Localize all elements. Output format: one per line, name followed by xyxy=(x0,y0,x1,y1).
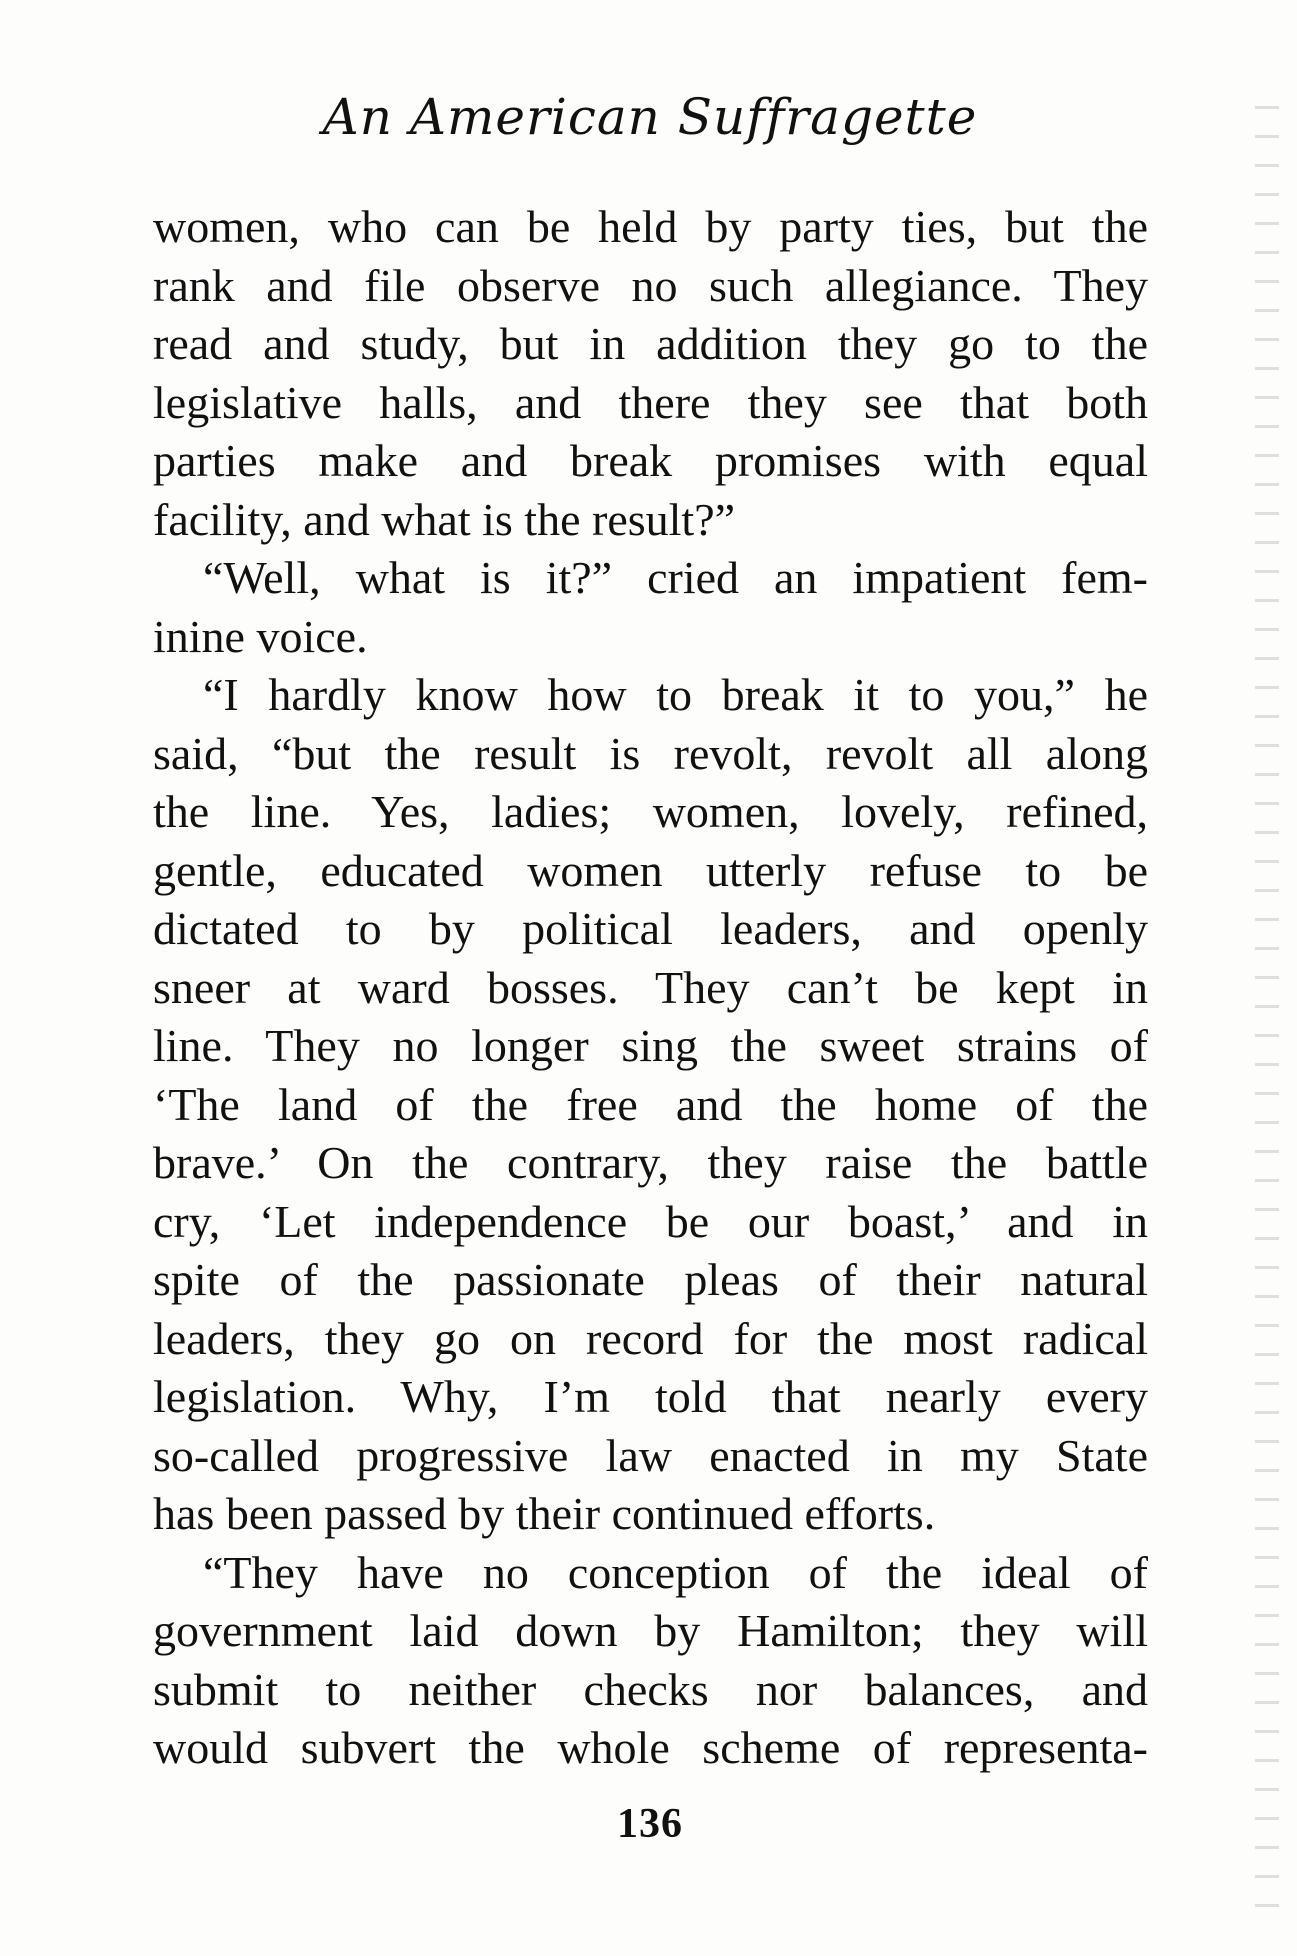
text-line: would subvert the whole scheme of representa- xyxy=(153,1722,1148,1773)
text-line: has been passed by their continued efforts. xyxy=(153,1488,936,1539)
text-line: submit to neither checks nor balances, and xyxy=(153,1663,1148,1715)
text-line: dictated to by political leaders, and openly xyxy=(153,903,1148,954)
text-line: so-called progressive law enacted in my State xyxy=(153,1429,1148,1481)
page-edge-marks xyxy=(1255,80,1279,1920)
text-line: read and study, but in addition they go to the xyxy=(153,318,1148,369)
text-line: “I hardly know how to break it to you,” he xyxy=(203,669,1148,720)
text-line: facility, and what is the result?” xyxy=(153,493,736,545)
text-line: gentle, educated women utterly refuse to be xyxy=(153,844,1148,896)
running-head: An American Suffragette xyxy=(322,88,978,146)
text-line: brave.’ On the contrary, they raise the battle xyxy=(153,1137,1148,1188)
text-line: cry, ‘Let independence be our boast,’ and in xyxy=(153,1195,1148,1247)
text-line: sneer at ward bosses. They can’t be kept in xyxy=(153,961,1148,1013)
body-text xyxy=(153,198,1148,1778)
text-line: line. They no longer sing the sweet strains of xyxy=(153,1020,1148,1071)
text-line: “They have no conception of the ideal of xyxy=(203,1546,1148,1598)
text-line: legislative halls, and there they see that both xyxy=(153,376,1148,428)
text-line: spite of the passionate pleas of their natural xyxy=(153,1254,1148,1305)
text-line: “Well, what is it?” cried an impatient fem- xyxy=(203,552,1148,603)
page-number: 136 xyxy=(617,1801,683,1847)
text-line: rank and file observe no such allegiance. They xyxy=(153,259,1148,311)
text-line: women, who can be held by party ties, but the xyxy=(153,201,1148,252)
text-line: parties make and break promises with equal xyxy=(153,435,1148,486)
text-line: leaders, they go on record for the most radical xyxy=(153,1312,1148,1364)
text-line: the line. Yes, ladies; women, lovely, refined, xyxy=(153,786,1148,837)
text-line: ‘The land of the free and the home of the xyxy=(153,1078,1148,1130)
text-line: legislation. Why, I’m told that nearly every xyxy=(153,1371,1148,1422)
text-line: government laid down by Hamilton; they will xyxy=(153,1605,1148,1656)
text-line: inine voice. xyxy=(153,610,368,662)
text-line: said, “but the result is revolt, revolt all along xyxy=(153,727,1148,779)
